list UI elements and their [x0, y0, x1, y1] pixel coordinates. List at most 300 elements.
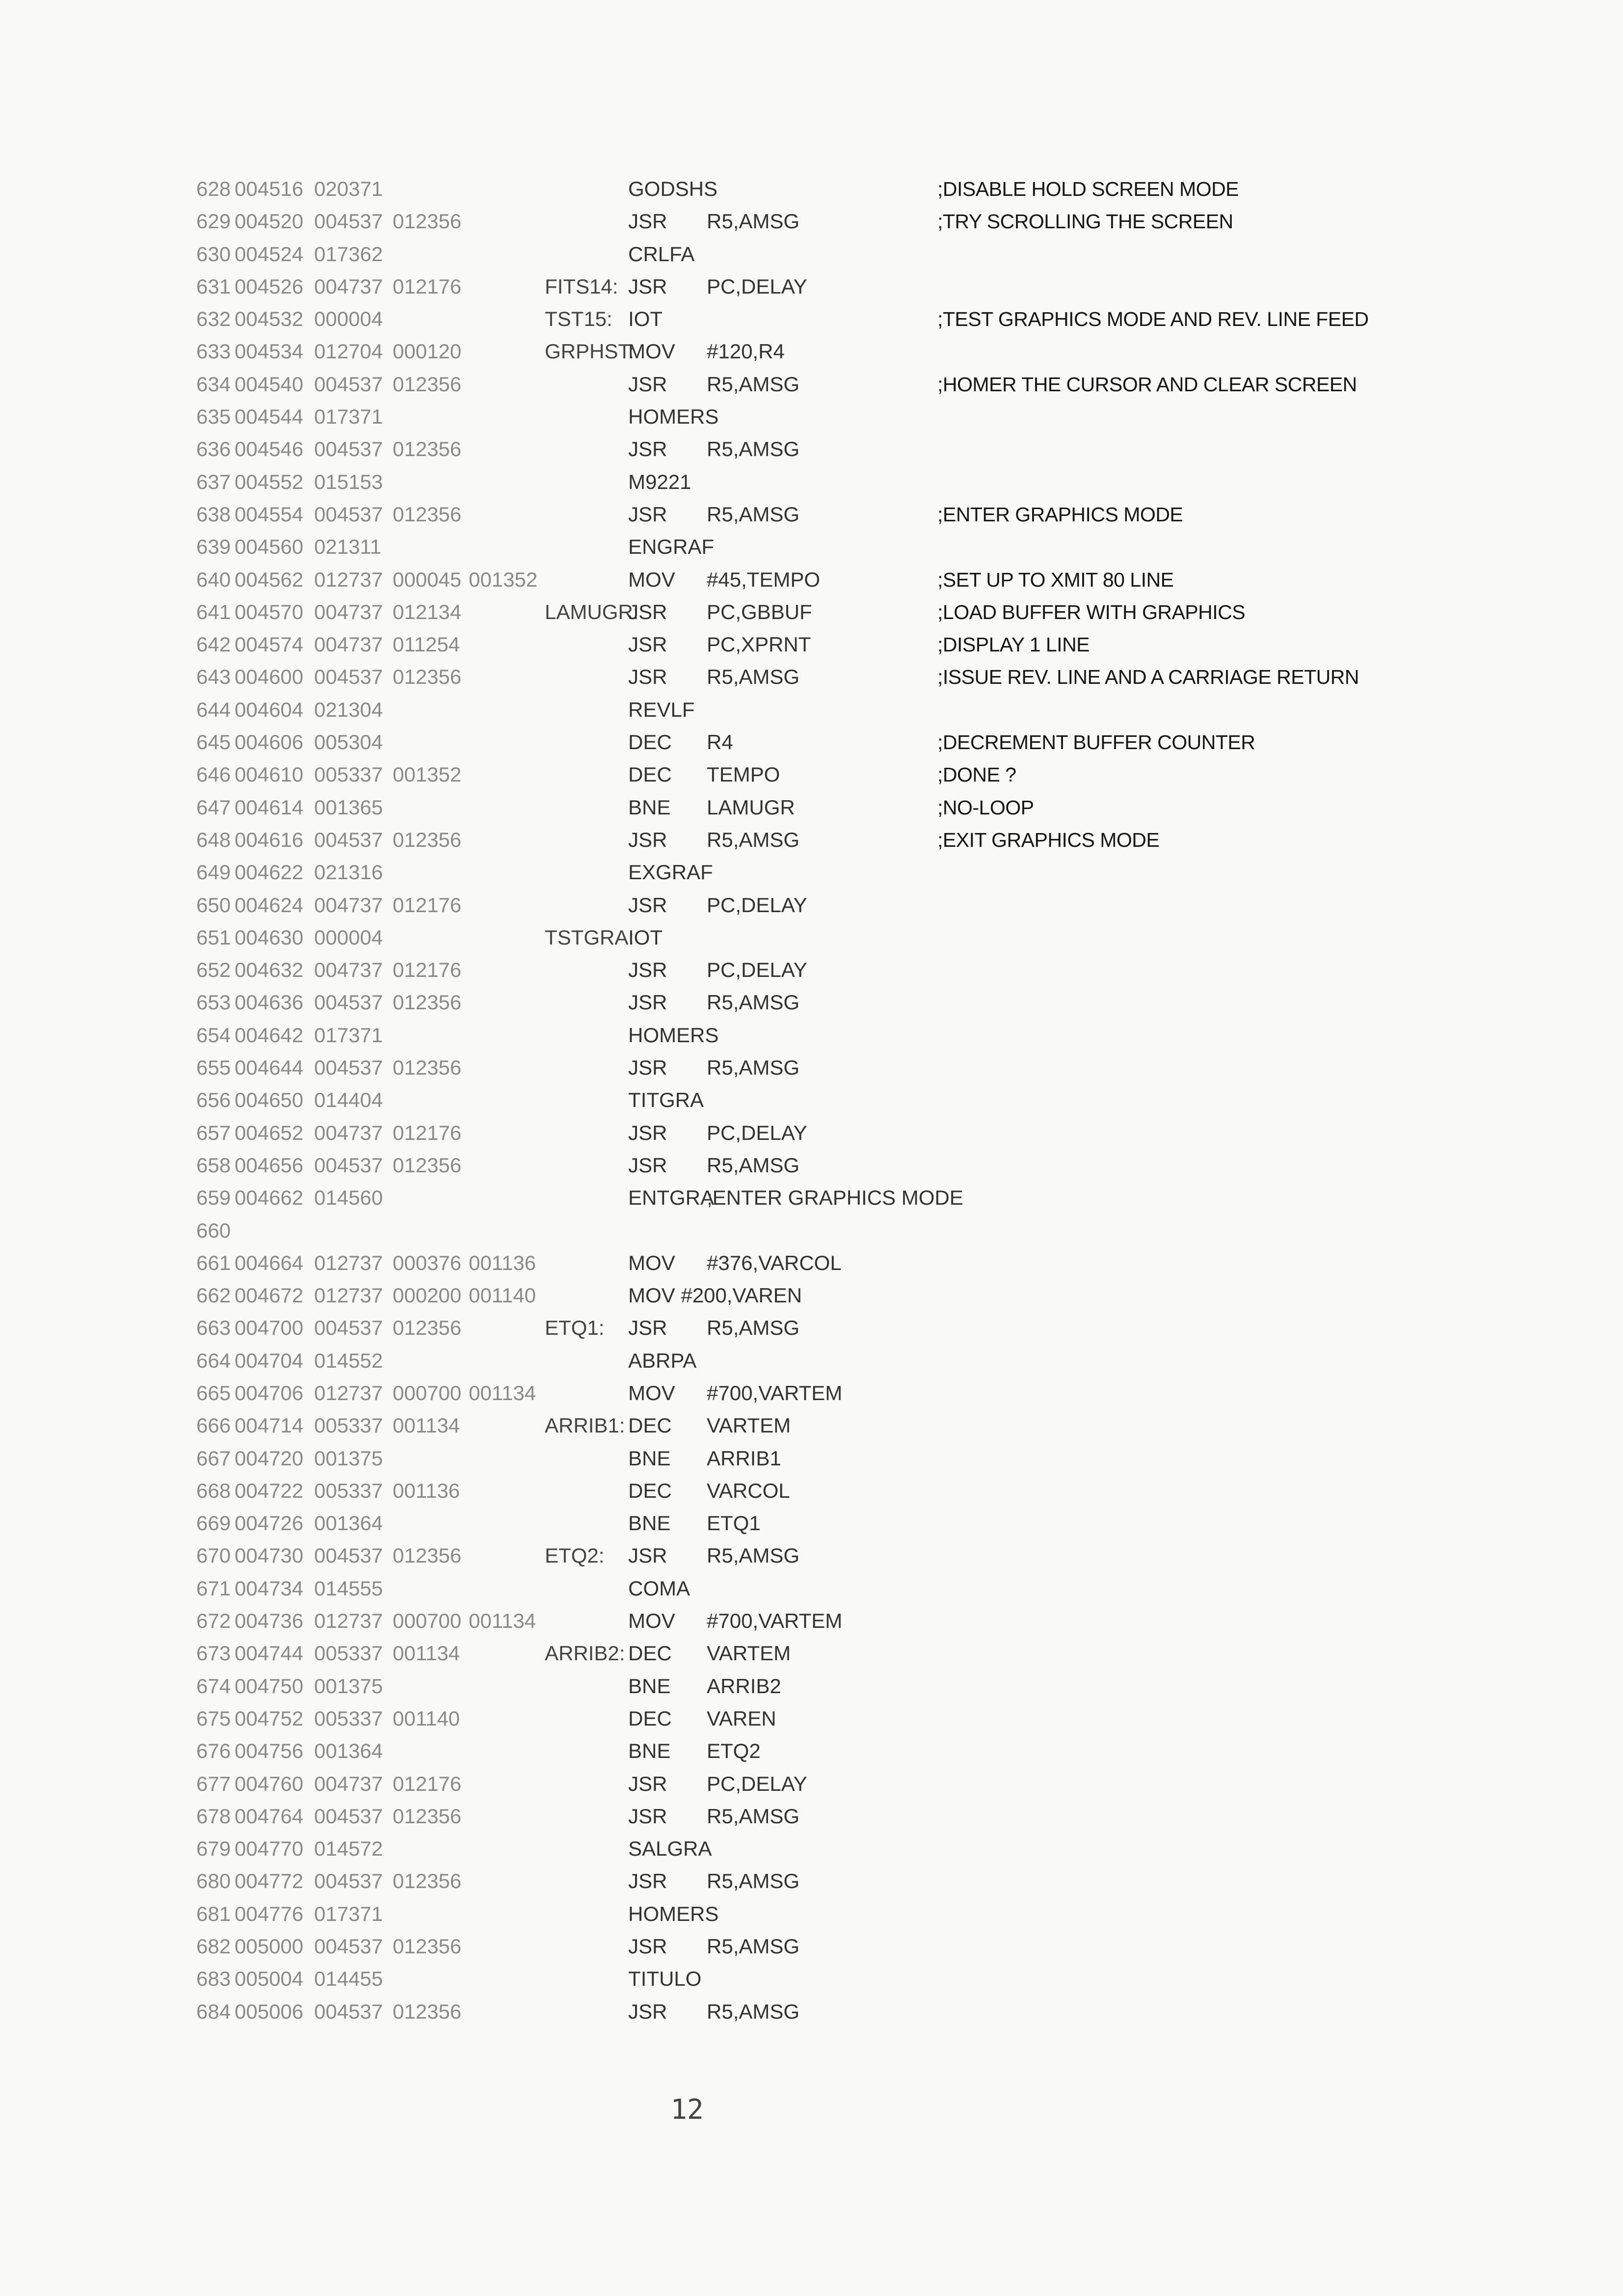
comment-line — [937, 335, 1428, 368]
address: 004760 — [235, 1772, 304, 1795]
label: ETQ2: — [545, 1544, 605, 1567]
listing-row — [0, 238, 957, 270]
octal-word-1: 005337 — [314, 1642, 383, 1665]
octal-word-1: 021311 — [314, 535, 382, 559]
opcode: GODSHS — [628, 177, 718, 200]
opcode: IOT — [628, 307, 663, 331]
operand: ARRIB1 — [707, 1446, 781, 1470]
opcode: JSR — [628, 372, 667, 396]
listing-row — [0, 368, 957, 401]
opcode: DEC — [628, 1642, 672, 1665]
line-number: 671 — [196, 1576, 231, 1600]
address: 004714 — [235, 1414, 304, 1437]
octal-word-2: 012356 — [393, 437, 462, 461]
listing-row — [0, 1637, 957, 1670]
listing-row — [0, 1084, 957, 1116]
address: 004630 — [235, 925, 304, 949]
label: TSTGRA: — [545, 925, 635, 949]
opcode: JSR — [628, 1153, 667, 1177]
address: 005004 — [235, 1967, 304, 1991]
listing-row — [0, 889, 957, 921]
listing-row — [0, 1670, 957, 1702]
address: 004574 — [235, 633, 304, 656]
address: 004546 — [235, 437, 304, 461]
line-number: 645 — [196, 730, 231, 754]
opcode: DEC — [628, 1706, 672, 1730]
opcode: JSR — [628, 274, 667, 298]
address: 004720 — [235, 1446, 304, 1470]
octal-word-1: 004537 — [314, 1316, 383, 1340]
operand: R5,AMSG — [707, 665, 800, 689]
operand: #120,R4 — [707, 340, 785, 363]
octal-word-2: 001352 — [393, 763, 462, 786]
listing-row — [0, 401, 957, 433]
address: 004772 — [235, 1869, 304, 1893]
octal-word-2: 012356 — [393, 828, 462, 851]
listing-row — [0, 1215, 957, 1247]
operand: VAREN — [707, 1706, 776, 1730]
octal-word-1: 004537 — [314, 1869, 383, 1893]
octal-word-1: 012737 — [314, 567, 383, 591]
line-number: 636 — [196, 437, 231, 461]
line-number: 649 — [196, 861, 231, 884]
address: 004562 — [235, 567, 304, 591]
listing-row — [0, 758, 957, 791]
octal-word-1: 004537 — [314, 1056, 383, 1080]
operand: R4 — [707, 730, 733, 754]
octal-word-1: 017362 — [314, 242, 383, 266]
listing-row — [0, 205, 957, 238]
listing-row — [0, 531, 957, 563]
operand: R5,AMSG — [707, 1999, 800, 2023]
label: ARRIB2: — [545, 1642, 625, 1665]
opcode: ENTGRA — [628, 1186, 715, 1210]
assembly-listing — [0, 173, 963, 2028]
octal-word-1: 005337 — [314, 1479, 383, 1502]
line-number: 654 — [196, 1023, 231, 1047]
address: 004764 — [235, 1804, 304, 1828]
address: 004616 — [235, 828, 304, 851]
opcode: MOV — [628, 1251, 675, 1274]
opcode: M9221 — [628, 470, 692, 493]
line-number: 664 — [196, 1349, 231, 1372]
operand: R5,AMSG — [707, 1935, 800, 1958]
octal-word-2: 012356 — [393, 1544, 462, 1567]
line-number: 674 — [196, 1674, 231, 1698]
opcode: JSR — [628, 828, 667, 851]
octal-word-1: 004537 — [314, 437, 383, 461]
line-number: 658 — [196, 1153, 231, 1177]
octal-word-1: 001365 — [314, 795, 383, 819]
listing-row — [0, 1735, 957, 1767]
opcode: JSR — [628, 1772, 667, 1795]
opcode: SALGRA — [628, 1837, 712, 1861]
line-number: 666 — [196, 1414, 231, 1437]
label: ETQ1: — [545, 1316, 605, 1340]
opcode: DEC — [628, 763, 672, 786]
octal-word-1: 001375 — [314, 1446, 383, 1470]
address: 004664 — [235, 1251, 304, 1274]
octal-word-2: 001134 — [393, 1642, 460, 1665]
comment-line — [937, 433, 1428, 465]
operand: VARTEM — [707, 1414, 791, 1437]
address: 004750 — [235, 1674, 304, 1698]
line-number: 659 — [196, 1186, 231, 1210]
listing-row — [0, 986, 957, 1019]
opcode: ABRPA — [628, 1349, 697, 1372]
octal-word-1: 004537 — [314, 828, 383, 851]
octal-word-1: 014404 — [314, 1088, 383, 1112]
address: 004554 — [235, 502, 304, 526]
line-number: 668 — [196, 1479, 231, 1502]
label: LAMUGR: — [545, 600, 639, 623]
address: 004624 — [235, 893, 304, 917]
opcode: DEC — [628, 1414, 672, 1437]
address: 004756 — [235, 1739, 304, 1763]
listing-row — [0, 1833, 957, 1865]
opcode: JSR — [628, 502, 667, 526]
opcode: JSR — [628, 1869, 667, 1893]
octal-word-1: 004537 — [314, 1544, 383, 1567]
operand: PC,DELAY — [707, 1121, 807, 1144]
listing-row — [0, 628, 957, 661]
address: 004704 — [235, 1349, 304, 1372]
octal-word-2: 000120 — [393, 340, 462, 363]
listing-row — [0, 564, 957, 596]
opcode: JSR — [628, 600, 667, 623]
octal-word-1: 001375 — [314, 1674, 383, 1698]
octal-word-2: 000700 — [393, 1381, 462, 1405]
label: TST15: — [545, 307, 612, 331]
octal-word-2: 012134 — [393, 600, 462, 623]
line-number: 648 — [196, 828, 231, 851]
line-number: 651 — [196, 925, 231, 949]
octal-word-2: 012356 — [393, 1999, 462, 2023]
listing-row — [0, 466, 957, 498]
address: 004622 — [235, 861, 304, 884]
opcode: TITULO — [628, 1967, 702, 1991]
address: 004776 — [235, 1902, 304, 1925]
octal-word-2: 000700 — [393, 1609, 462, 1633]
opcode: BNE — [628, 1674, 671, 1698]
operand: R5,AMSG — [707, 828, 800, 851]
listing-row — [0, 1768, 957, 1800]
opcode: BNE — [628, 1739, 671, 1763]
octal-word-2: 001136 — [393, 1479, 460, 1502]
address: 004632 — [235, 958, 304, 982]
opcode: JSR — [628, 1804, 667, 1828]
line-number: 677 — [196, 1772, 231, 1795]
line-number: 652 — [196, 958, 231, 982]
line-number: 678 — [196, 1804, 231, 1828]
octal-word-1: 014572 — [314, 1837, 383, 1861]
octal-word-2: 012356 — [393, 502, 462, 526]
opcode: JSR — [628, 1935, 667, 1958]
address: 004526 — [235, 274, 304, 298]
octal-word-1: 015153 — [314, 470, 383, 493]
octal-word-1: 017371 — [314, 1902, 383, 1925]
address: 004736 — [235, 1609, 304, 1633]
address: 004652 — [235, 1121, 304, 1144]
opcode: MOV — [628, 1381, 675, 1405]
octal-word-1: 004737 — [314, 633, 383, 656]
listing-row — [0, 954, 957, 986]
octal-word-1: 005337 — [314, 1706, 383, 1730]
listing-row — [0, 661, 957, 693]
listing-row — [0, 1312, 957, 1344]
line-number: 683 — [196, 1967, 231, 1991]
octal-word-1: 004737 — [314, 274, 383, 298]
comment-line: ;DISPLAY 1 LINE — [937, 633, 1090, 656]
operand: PC,XPRNT — [707, 633, 811, 656]
octal-word-1: 004537 — [314, 1153, 383, 1177]
octal-word-2: 000200 — [393, 1284, 462, 1307]
address: 004552 — [235, 470, 304, 493]
comment-line: ;NO-LOOP — [937, 796, 1034, 819]
operand: R5,AMSG — [707, 1544, 800, 1567]
comment-line: ;LOAD BUFFER WITH GRAPHICS — [937, 600, 1246, 623]
octal-word-2: 012176 — [393, 1121, 462, 1144]
line-number: 679 — [196, 1837, 231, 1861]
listing-row — [0, 1865, 957, 1897]
operand: PC,GBBUF — [707, 600, 812, 623]
listing-row — [0, 433, 957, 465]
address: 004726 — [235, 1512, 304, 1535]
line-number: 638 — [196, 502, 231, 526]
operand: PC,DELAY — [707, 958, 807, 982]
octal-word-1: 021316 — [314, 861, 383, 884]
address: 004650 — [235, 1088, 304, 1112]
opcode: JSR — [628, 633, 667, 656]
operand: LAMUGR — [707, 795, 795, 819]
address: 004722 — [235, 1479, 304, 1502]
operand: #700,VARTEM — [707, 1609, 843, 1633]
line-number: 628 — [196, 177, 231, 200]
listing-row — [0, 694, 957, 726]
line-number: 632 — [196, 307, 231, 331]
line-number: 662 — [196, 1284, 231, 1307]
listing-row — [0, 1507, 957, 1540]
listing-row — [0, 1247, 957, 1279]
address: 004532 — [235, 307, 304, 331]
listing-row — [0, 791, 957, 824]
listing-row — [0, 1052, 957, 1084]
opcode: CRLFA — [628, 242, 695, 266]
opcode: JSR — [628, 958, 667, 982]
listing-row — [0, 1442, 957, 1475]
listing-row — [0, 1475, 957, 1507]
line-number: 633 — [196, 340, 231, 363]
operand: VARCOL — [707, 1479, 790, 1502]
octal-word-1: 004537 — [314, 1999, 383, 2023]
address: 004560 — [235, 535, 304, 559]
listing-row — [0, 856, 957, 889]
listing-row — [0, 1800, 957, 1833]
operand: R5,AMSG — [707, 991, 800, 1014]
address: 005000 — [235, 1935, 304, 1958]
octal-word-1: 004537 — [314, 372, 383, 396]
address: 004662 — [235, 1186, 304, 1210]
octal-word-1: 000004 — [314, 307, 383, 331]
listing-row — [0, 303, 957, 335]
line-number: 642 — [196, 633, 231, 656]
opcode: MOV — [628, 567, 675, 591]
label: GRPHST: — [545, 340, 635, 363]
operand: #45,TEMPO — [707, 567, 821, 591]
address: 004744 — [235, 1642, 304, 1665]
octal-word-1: 014455 — [314, 1967, 383, 1991]
operand: R5,AMSG — [707, 1316, 800, 1340]
comment-line — [937, 270, 1428, 303]
listing-row — [0, 1182, 963, 1214]
line-number: 653 — [196, 991, 231, 1014]
octal-word-1: 004537 — [314, 502, 383, 526]
page-number: 12 — [670, 2094, 704, 2126]
octal-word-1: 004737 — [314, 1121, 383, 1144]
comment-line: ;SET UP TO XMIT 80 LINE — [937, 568, 1174, 591]
operand: R5,AMSG — [707, 1056, 800, 1080]
octal-word-2: 001134 — [393, 1414, 460, 1437]
address: 005006 — [235, 1999, 304, 2023]
opcode: COMA — [628, 1576, 690, 1600]
listing-row — [0, 1930, 957, 1963]
operand: VARTEM — [707, 1642, 791, 1665]
octal-word-1: 014560 — [314, 1186, 383, 1210]
octal-word-1: 012737 — [314, 1381, 383, 1405]
line-number: 663 — [196, 1316, 231, 1340]
octal-word-1: 017371 — [314, 1023, 383, 1047]
line-number: 660 — [196, 1218, 231, 1242]
operand: R5,AMSG — [707, 1153, 800, 1177]
opcode: JSR — [628, 1544, 667, 1567]
opcode: JSR — [628, 1056, 667, 1080]
line-number: 646 — [196, 763, 231, 786]
operand: #700,VARTEM — [707, 1381, 843, 1405]
octal-word-1: 005304 — [314, 730, 383, 754]
opcode: JSR — [628, 210, 667, 233]
address: 004672 — [235, 1284, 304, 1307]
comment-line: ;DISABLE HOLD SCREEN MODE — [937, 178, 1239, 200]
opcode: BNE — [628, 795, 671, 819]
listing-row — [0, 1019, 957, 1052]
opcode: JSR — [628, 665, 667, 689]
address: 004706 — [235, 1381, 304, 1405]
listing-row — [0, 1996, 957, 2028]
comment-line: ;HOMER THE CURSOR AND CLEAR SCREEN — [937, 373, 1357, 396]
line-number: 675 — [196, 1706, 231, 1730]
line-number: 644 — [196, 698, 231, 721]
listing-row — [0, 1149, 957, 1182]
label: FITS14: — [545, 274, 618, 298]
operand: ETQ1 — [707, 1512, 761, 1535]
opcode: JSR — [628, 1121, 667, 1144]
line-number: 643 — [196, 665, 231, 689]
line-number: 661 — [196, 1251, 231, 1274]
address: 004540 — [235, 372, 304, 396]
opcode: HOMERS — [628, 405, 719, 429]
line-number: 672 — [196, 1609, 231, 1633]
octal-word-2: 000045 — [393, 567, 462, 591]
listing-row — [0, 1898, 957, 1930]
listing-row — [0, 1540, 957, 1572]
octal-word-2: 012356 — [393, 991, 462, 1014]
listing-row — [0, 1605, 957, 1637]
octal-word-1: 021304 — [314, 698, 383, 721]
comment-line — [937, 531, 1428, 563]
address: 004534 — [235, 340, 304, 363]
octal-word-3: 001352 — [469, 567, 538, 591]
octal-word-2: 012176 — [393, 1772, 462, 1795]
octal-word-1: 000004 — [314, 925, 383, 949]
line-number: 655 — [196, 1056, 231, 1080]
octal-word-1: 004737 — [314, 600, 383, 623]
line-number: 631 — [196, 274, 231, 298]
octal-word-1: 014555 — [314, 1576, 383, 1600]
octal-word-2: 012356 — [393, 1869, 462, 1893]
comment-line: ;TRY SCROLLING THE SCREEN — [937, 210, 1233, 233]
line-number: 630 — [196, 242, 231, 266]
octal-word-1: 014552 — [314, 1349, 383, 1372]
operand: TEMPO — [707, 763, 780, 786]
comment-line — [937, 401, 1428, 433]
address: 004516 — [235, 177, 304, 200]
octal-word-1: 012704 — [314, 340, 383, 363]
address: 004656 — [235, 1153, 304, 1177]
octal-word-1: 020371 — [314, 177, 383, 200]
octal-word-3: 001134 — [469, 1609, 536, 1633]
octal-word-2: 000376 — [393, 1251, 462, 1274]
address: 004642 — [235, 1023, 304, 1047]
opcode: BNE — [628, 1446, 671, 1470]
octal-word-1: 001364 — [314, 1739, 383, 1763]
address: 004636 — [235, 991, 304, 1014]
opcode: DEC — [628, 1479, 672, 1502]
line-number: 647 — [196, 795, 231, 819]
octal-word-2: 012356 — [393, 210, 462, 233]
comment-column — [937, 173, 1428, 856]
octal-word-2: 012356 — [393, 1804, 462, 1828]
address: 004644 — [235, 1056, 304, 1080]
operand: #376,VARCOL — [707, 1251, 842, 1274]
address: 004700 — [235, 1316, 304, 1340]
listing-row — [0, 824, 957, 856]
listing-row — [0, 270, 957, 303]
line-number: 639 — [196, 535, 231, 559]
opcode: IOT — [628, 925, 663, 949]
listing-row — [0, 1409, 957, 1442]
comment-line: ;TEST GRAPHICS MODE AND REV. LINE FEED — [937, 308, 1369, 331]
address: 004520 — [235, 210, 304, 233]
operand: PC,DELAY — [707, 274, 807, 298]
address: 004570 — [235, 600, 304, 623]
address: 004606 — [235, 730, 304, 754]
line-number: 681 — [196, 1902, 231, 1925]
octal-word-3: 001136 — [469, 1251, 536, 1274]
opcode: ENGRAF — [628, 535, 715, 559]
listing-row — [0, 1963, 957, 1995]
comment-line — [937, 238, 1428, 270]
listing-row — [0, 596, 957, 628]
octal-word-2: 012356 — [393, 1153, 462, 1177]
opcode: HOMERS — [628, 1902, 719, 1925]
octal-word-1: 001364 — [314, 1512, 383, 1535]
octal-word-1: 004537 — [314, 1804, 383, 1828]
line-number: 673 — [196, 1642, 231, 1665]
address: 004614 — [235, 795, 304, 819]
octal-word-2: 012176 — [393, 958, 462, 982]
listing-row — [0, 1345, 957, 1377]
octal-word-1: 004737 — [314, 1772, 383, 1795]
